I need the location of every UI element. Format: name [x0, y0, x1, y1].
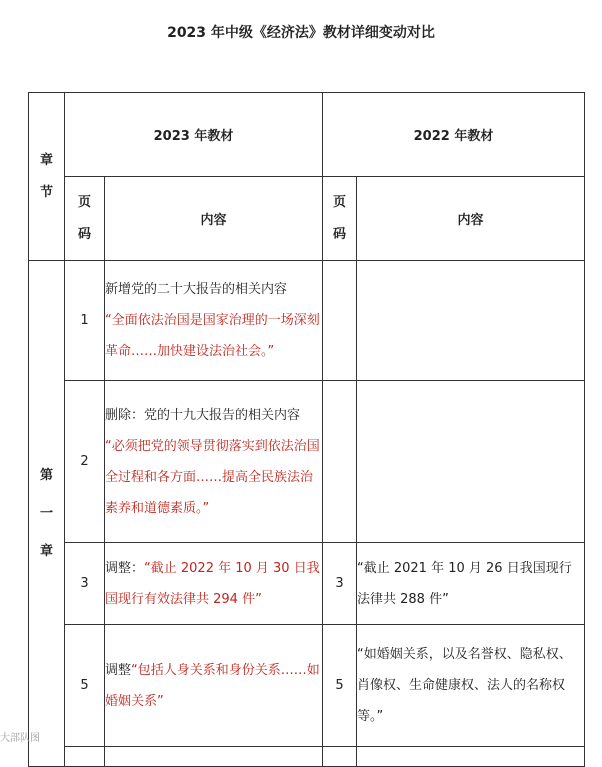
header-2023-book: 2023 年教材 — [65, 93, 323, 177]
document-title: 2023 年中级《经济法》教材详细变动对比 — [167, 25, 435, 41]
page-2023: 1 — [65, 261, 105, 381]
page-header-char: 码 — [77, 226, 91, 242]
chapter-char: 第 — [39, 467, 53, 483]
table-row — [29, 543, 585, 625]
page-2022: 5 — [323, 625, 357, 747]
comparison-table — [28, 92, 585, 767]
content-header-2023: 内容 — [105, 177, 323, 261]
page-2022: 3 — [323, 543, 357, 625]
content-text: 调整： — [105, 560, 145, 576]
chapter-char: 一 — [39, 505, 53, 521]
content-text-red: “必须把党的领导贯彻落实到依法治国全过程和各方面……提高全民族法治素养和道德素质。” — [105, 438, 320, 516]
content-text-red: “包括人身关系和身份关系……如婚姻关系” — [105, 662, 320, 709]
page-header-char: 码 — [332, 226, 346, 242]
table-header-row — [29, 93, 585, 177]
section-header-char: 节 — [39, 184, 53, 200]
table-subheader-row — [29, 177, 585, 261]
content-2023 — [105, 625, 323, 747]
content-text: 删除：党的十九大报告的相关内容 — [105, 407, 301, 423]
content-header-2022: 内容 — [357, 177, 585, 261]
content-text-red: “全面依法治国是国家治理的一场深刻革命……加快建设法治社会。” — [105, 313, 320, 359]
chapter-char: 章 — [39, 543, 53, 559]
table-row — [29, 261, 585, 381]
chapter-section-header — [29, 93, 65, 261]
empty-cell — [105, 747, 323, 767]
content-text-red: “截止 2022 年 10 月 30 日我国现行有效法律共 294 件” — [105, 560, 320, 607]
content-2022 — [357, 381, 585, 543]
page-2022 — [323, 381, 357, 543]
chapter-one-cell — [29, 261, 65, 767]
watermark-text: 大部队图 — [0, 733, 40, 744]
page-2023: 5 — [65, 625, 105, 747]
page-header-char: 页 — [77, 194, 91, 210]
page-2022 — [323, 261, 357, 381]
content-2022 — [357, 261, 585, 381]
page-header-char: 页 — [332, 194, 346, 210]
page-2023: 3 — [65, 543, 105, 625]
table-row — [29, 381, 585, 543]
content-2022: “截止 2021 年 10 月 26 日我国现行法律共 288 件” — [357, 543, 585, 625]
page-2023: 2 — [65, 381, 105, 543]
table-row-partial — [29, 747, 585, 767]
content-2022: “如婚姻关系，以及名誉权、隐私权、肖像权、生命健康权、法人的名称权等。” — [357, 625, 585, 747]
content-2023 — [105, 543, 323, 625]
content-text: 新增党的二十大报告的相关内容 — [105, 282, 288, 297]
page-header-2022 — [323, 177, 357, 261]
empty-cell — [65, 747, 105, 767]
content-2023 — [105, 261, 323, 381]
table-row — [29, 625, 585, 747]
empty-cell — [357, 747, 585, 767]
page-header-2023 — [65, 177, 105, 261]
header-2022-book: 2022 年教材 — [323, 93, 585, 177]
empty-cell — [323, 747, 357, 767]
chapter-header-char: 章 — [39, 152, 53, 168]
content-2023 — [105, 381, 323, 543]
content-text: 调整 — [105, 662, 132, 678]
